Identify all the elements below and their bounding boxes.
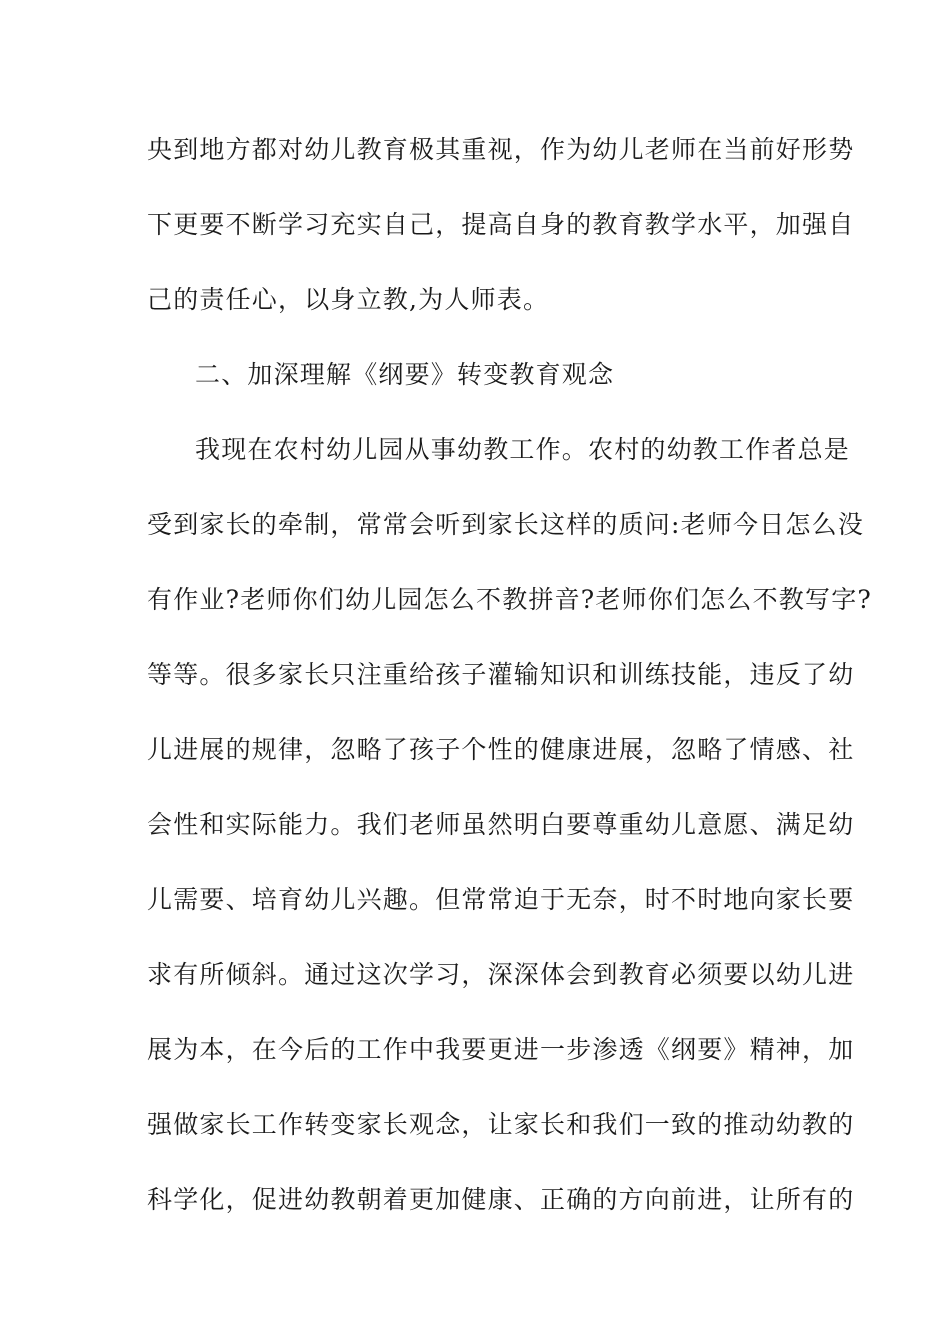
text-line: 有作业?老师你们幼儿园怎么不教拼音?老师你们怎么不教写字? bbox=[147, 585, 873, 614]
text-line: 己的责任心，以身立教,为人师表。 bbox=[147, 285, 550, 314]
text-line: 求有所倾斜。通过这次学习，深深体会到教育必须要以幼儿进 bbox=[147, 960, 855, 989]
text-line: 下更要不断学习充实自己，提高自身的教育教学水平，加强自 bbox=[147, 210, 855, 239]
text-line: 展为本，在今后的工作中我要更进一步渗透《纲要》精神，加 bbox=[147, 1035, 855, 1064]
paragraph-first-line: 我现在农村幼儿园从事幼教工作。农村的幼教工作者总是 bbox=[195, 435, 851, 464]
text-line: 会性和实际能力。我们老师虽然明白要尊重幼儿意愿、满足幼 bbox=[147, 810, 855, 839]
text-line: 儿进展的规律，忽略了孩子个性的健康进展，忽略了情感、社 bbox=[147, 735, 855, 764]
text-line: 央到地方都对幼儿教育极其重视，作为幼儿老师在当前好形势 bbox=[147, 135, 855, 164]
text-line: 受到家长的牵制，常常会听到家长这样的质问:老师今日怎么没 bbox=[147, 510, 865, 539]
section-heading: 二、加深理解《纲要》转变教育观念 bbox=[195, 360, 615, 389]
text-line: 儿需要、培育幼儿兴趣。但常常迫于无奈，时不时地向家长要 bbox=[147, 885, 855, 914]
text-line: 强做家长工作转变家长观念，让家长和我们一致的推动幼教的 bbox=[147, 1110, 855, 1139]
text-line: 等等。很多家长只注重给孩子灌输知识和训练技能，违反了幼 bbox=[147, 660, 855, 689]
text-line: 科学化，促进幼教朝着更加健康、正确的方向前进，让所有的 bbox=[147, 1185, 855, 1214]
